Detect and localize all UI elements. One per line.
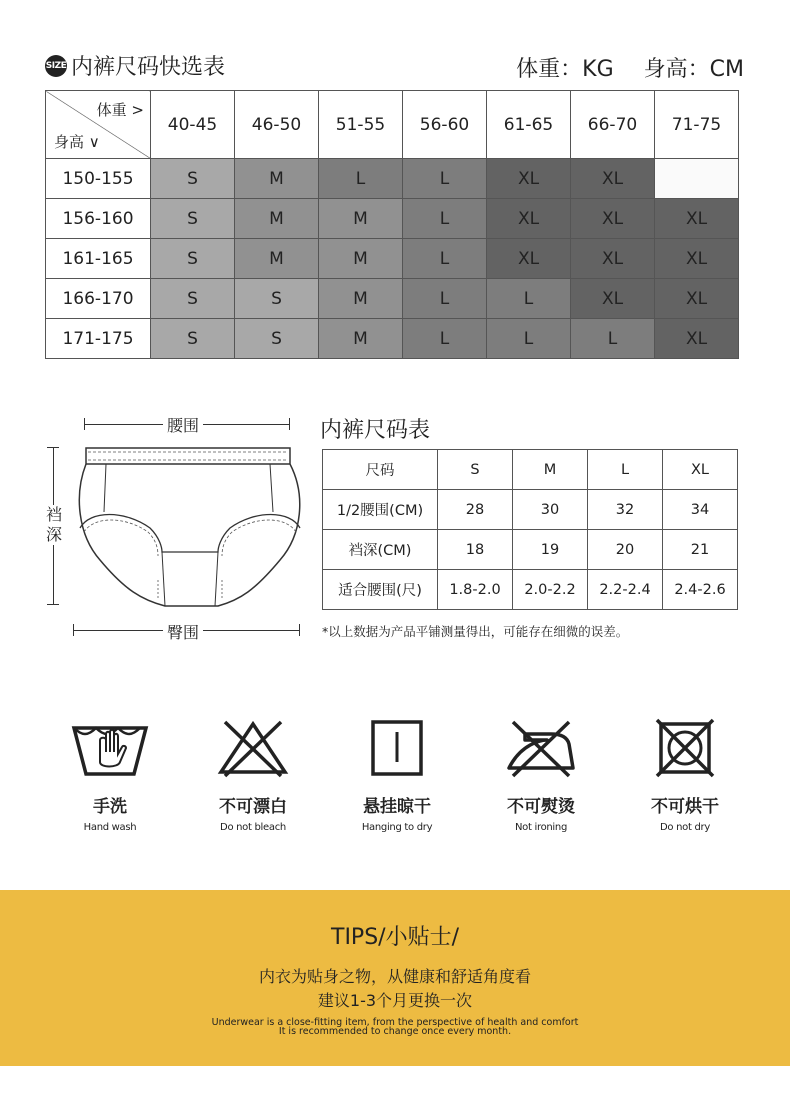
tips-title: TIPS/小贴士/ [331,925,459,950]
value-cell: XL [663,450,738,490]
no-bleach-icon [213,718,293,778]
row-label: 尺码 [323,450,438,490]
row-label: 1/2腰围(CM) [323,490,438,530]
size-cell: XL [571,239,655,279]
size-cell: L [403,199,487,239]
weight-header: 66-70 [571,91,655,159]
size-cell: M [235,199,319,239]
size-cell: XL [655,279,739,319]
size-chart-table [322,449,738,610]
care-label-en: Hanging to dry [361,822,433,833]
care-label-cn: 不可熨烫 [507,797,575,817]
care-label-cn: 手洗 [93,797,127,817]
size-cell: XL [655,319,739,359]
no-tumble-dry-icon [645,718,725,778]
table-row [323,490,738,530]
size-cell: M [235,239,319,279]
size-cell: XL [487,239,571,279]
size-cell: M [235,159,319,199]
row-label: 裆深(CM) [323,530,438,570]
value-cell: 28 [438,490,513,530]
crotch-label: 裆深 [45,505,62,544]
care-label-cn: 悬挂晾干 [363,797,431,817]
table-row [46,319,739,359]
weight-header: 56-60 [403,91,487,159]
table-row [46,239,739,279]
table-row [46,199,739,239]
size-cell: S [151,199,235,239]
table-row [323,570,738,610]
value-cell: 2.2-2.4 [588,570,663,610]
waist-label: 腰围 [163,413,203,436]
size-cell: S [151,279,235,319]
weight-header: 71-75 [655,91,739,159]
size-cell: L [403,239,487,279]
size-cell [655,159,739,199]
size-cell: L [319,159,403,199]
weight-header: 51-55 [319,91,403,159]
care-label-en: Not ironing [515,822,567,833]
hip-label: 臀围 [163,620,203,643]
value-cell: 20 [588,530,663,570]
size-cell: S [151,159,235,199]
weight-header: 40-45 [151,91,235,159]
height-header: 166-170 [46,279,151,319]
underwear-outline-icon [70,440,310,615]
value-cell: L [588,450,663,490]
size-cell: XL [655,199,739,239]
size-cell: M [319,199,403,239]
height-header: 171-175 [46,319,151,359]
care-hand-wash [40,718,180,833]
value-cell: 2.0-2.2 [513,570,588,610]
tips-text-en: Underwear is a close-fitting item, from the perspective of health and comfort [211,1017,579,1028]
size-cell: XL [655,239,739,279]
value-cell: 1.8-2.0 [438,570,513,610]
page-title-text: 内裤尺码快选表 [71,55,226,80]
size-table-title: 内裤尺码表 [320,418,431,443]
value-cell: 32 [588,490,663,530]
size-cell: L [403,279,487,319]
hang-dry-icon [357,718,437,778]
weight-header: 46-50 [235,91,319,159]
care-label-en: Do not dry [660,822,710,833]
value-cell: 30 [513,490,588,530]
value-cell: 19 [513,530,588,570]
value-cell: S [438,450,513,490]
tips-text-cn: 内衣为贴身之物，从健康和舒适角度看 [258,967,531,986]
size-cell: M [319,279,403,319]
table-row [323,450,738,490]
table-corner [46,91,151,159]
size-cell: M [319,239,403,279]
measurement-note: *以上数据为产品平铺测量得出，可能存在细微的误差。 [322,624,629,639]
size-cell: L [571,319,655,359]
height-unit: 身高：CM [643,57,744,82]
size-cell: XL [487,199,571,239]
hand-wash-icon [70,718,150,778]
height-axis-label: 身高 ∨ [54,133,100,151]
tips-text-en: It is recommended to change once every month. [278,1026,512,1037]
care-label-en: Do not bleach [220,822,286,833]
size-cell: L [487,319,571,359]
value-cell: 18 [438,530,513,570]
size-cell: S [151,319,235,359]
height-header: 161-165 [46,239,151,279]
value-cell: M [513,450,588,490]
care-no-tumble-dry [615,718,755,833]
height-header: 156-160 [46,199,151,239]
size-cell: M [319,319,403,359]
tips-text-cn: 建议1-3个月更换一次 [317,991,473,1010]
care-label-cn: 不可漂白 [219,797,287,817]
size-cell: XL [571,279,655,319]
size-cell: XL [571,199,655,239]
weight-unit: 体重：KG [516,57,614,82]
height-header: 150-155 [46,159,151,199]
size-cell: XL [571,159,655,199]
value-cell: 21 [663,530,738,570]
size-cell: L [403,159,487,199]
size-cell: S [151,239,235,279]
care-label-en: Hand wash [83,822,137,833]
value-cell: 2.4-2.6 [663,570,738,610]
size-cell: XL [487,159,571,199]
no-iron-icon [501,718,581,778]
care-hang-dry [327,718,467,833]
quick-size-table [45,90,739,359]
weight-header: 61-65 [487,91,571,159]
size-cell: S [235,319,319,359]
table-row [46,279,739,319]
size-cell: S [235,279,319,319]
care-no-bleach [183,718,323,833]
weight-axis-label: 体重 > [96,101,144,119]
size-badge: SIZE [45,55,67,77]
size-cell: L [403,319,487,359]
care-no-iron [471,718,611,833]
care-label-cn: 不可烘干 [651,797,719,817]
size-cell: L [487,279,571,319]
page-title [45,50,225,81]
value-cell: 34 [663,490,738,530]
tips-banner [0,890,790,1066]
row-label: 适合腰围(尺) [323,570,438,610]
table-row [323,530,738,570]
unit-legend [516,52,744,83]
table-row [46,159,739,199]
